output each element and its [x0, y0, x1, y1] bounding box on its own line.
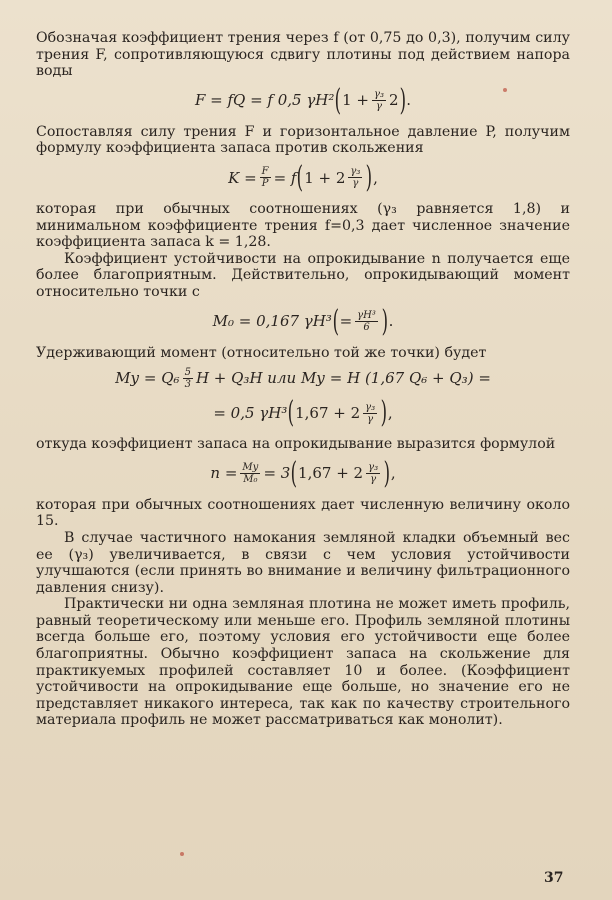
paragraph: Коэффициент устойчивости на опрокидывание n получается еще более благоприятным. Действительно, опрокидывающий момент относительно точки c [36, 250, 570, 300]
eq-part: Mу = Q₆ [115, 369, 180, 388]
denominator: 3 [184, 379, 191, 391]
ink-spot-icon [180, 852, 184, 856]
eq-part: 1,67 + 2 [295, 403, 361, 422]
paragraph: Практически ни одна земляная плотина не может иметь профиль, равный теоретическому или меньше его. Профиль земляной плотины всегда больше его, поэтому условия его устойчивости еще более благоприятны. Обычно коэффициент запаса на скольжение для практикуемых профилей составляет 10 и более. (Коэффициент устойчивости на опрокидывание еще больше, но значение его не представляет никакого интереса, так как по качеству строительного материала профиль не может рассматриваться как монолит). [36, 596, 570, 729]
eq-part: K = [228, 168, 257, 187]
fraction [240, 462, 260, 485]
paren-close: ) [383, 455, 391, 491]
denominator: γ [367, 413, 374, 425]
paragraph: Удерживающий момент (относительно той же точки) будет [36, 344, 487, 361]
denominator: γ [376, 101, 382, 113]
fraction [183, 367, 193, 390]
paren-open: ( [332, 303, 339, 339]
numerator: γ₃ [350, 166, 361, 178]
eq-part: , [373, 168, 378, 187]
paragraph: Обозначая коэффициент трения через f (от 0,75 до 0,3), получим силу трения F, сопротивляющуюся сдвигу плотины под действием напора воды [36, 30, 570, 80]
eq-part: = 3 [263, 464, 291, 483]
paren-open: ( [290, 455, 298, 491]
eq-part: , [390, 464, 396, 483]
eq-part: 2 [389, 91, 399, 110]
paragraph: В случае частичного намокания земляной кладки объемный вес ее (γ₃) увеличивается, в связи с чем условия устойчивости улучшаются (если принять во внимание и величину фильтрационного давления снизу). [36, 529, 570, 596]
equation-holding-moment-2 [36, 395, 570, 431]
equation-sliding [36, 159, 570, 195]
fraction [355, 310, 378, 333]
paren-close: ) [381, 303, 388, 339]
numerator: γ₃ [374, 89, 385, 101]
fraction [348, 166, 362, 189]
denominator: P [261, 178, 269, 190]
eq-part: = 0,5 γH³ [213, 403, 288, 422]
eq-part: M₀ = 0,167 γH³ [212, 312, 332, 331]
paren-open: ( [297, 159, 304, 195]
numerator: Mу [242, 462, 259, 474]
eq-part: = f [273, 168, 297, 187]
eq-part: , [387, 403, 393, 422]
eq-part: n = [210, 464, 238, 483]
numerator: F [261, 166, 269, 178]
eq-part: = [339, 312, 353, 331]
denominator: M₀ [243, 474, 258, 486]
numerator: γ₃ [368, 462, 379, 474]
page-body [36, 30, 570, 729]
fraction [366, 462, 380, 485]
eq-part: 1,67 + 2 [298, 464, 364, 483]
numerator: 5 [184, 367, 191, 379]
paren-close: ) [399, 82, 406, 118]
paragraph: Сопоставляя силу трения F и горизонтальное давление P, получим формулу коэффициента запаса против скольжения [36, 123, 570, 157]
fraction [260, 166, 271, 189]
eq-part: H + Q₃H или Mу = H (1,67 Q₆ + Q₃) = [195, 369, 491, 388]
paren-close: ) [366, 159, 373, 195]
paren-close: ) [380, 395, 388, 431]
eq-part: 1 + 2 [304, 168, 346, 187]
denominator: γ [352, 178, 359, 190]
denominator: 6 [363, 322, 370, 334]
eq-part: 1 + [342, 91, 370, 110]
denominator: γ [370, 474, 377, 486]
numerator: γH³ [357, 310, 376, 322]
numerator: γ₃ [365, 401, 376, 413]
ink-spot-icon [503, 88, 507, 92]
equation-overturning-factor [36, 455, 570, 491]
paragraph: откуда коэффициент запаса на опрокидывание выразится формулой [36, 436, 556, 453]
eq-part: . [388, 312, 394, 331]
page-number: 37 [544, 870, 564, 886]
paren-open: ( [335, 82, 342, 118]
equation-overturning-moment [36, 303, 570, 339]
paren-open: ( [288, 395, 295, 431]
fraction [363, 402, 377, 425]
fraction [372, 89, 386, 112]
eq-part: F = fQ = f 0,5 γH² [194, 91, 335, 110]
paragraph: которая при обычных соотношениях дает численную величину около 15. [36, 496, 570, 530]
equation-holding-moment [36, 367, 570, 390]
equation-friction: F = fQ = f 0,5 γH² ( 1 + $\frac{\text{γ₃}}{\gamma}$ 2 ) . [194, 82, 412, 118]
paragraph: которая при обычных соотношениях (γ₃ равняется 1,8) и минимальном коэффициенте трения f=0,3 дает численное значение коэффициента запаса k = 1,28. [36, 200, 570, 251]
